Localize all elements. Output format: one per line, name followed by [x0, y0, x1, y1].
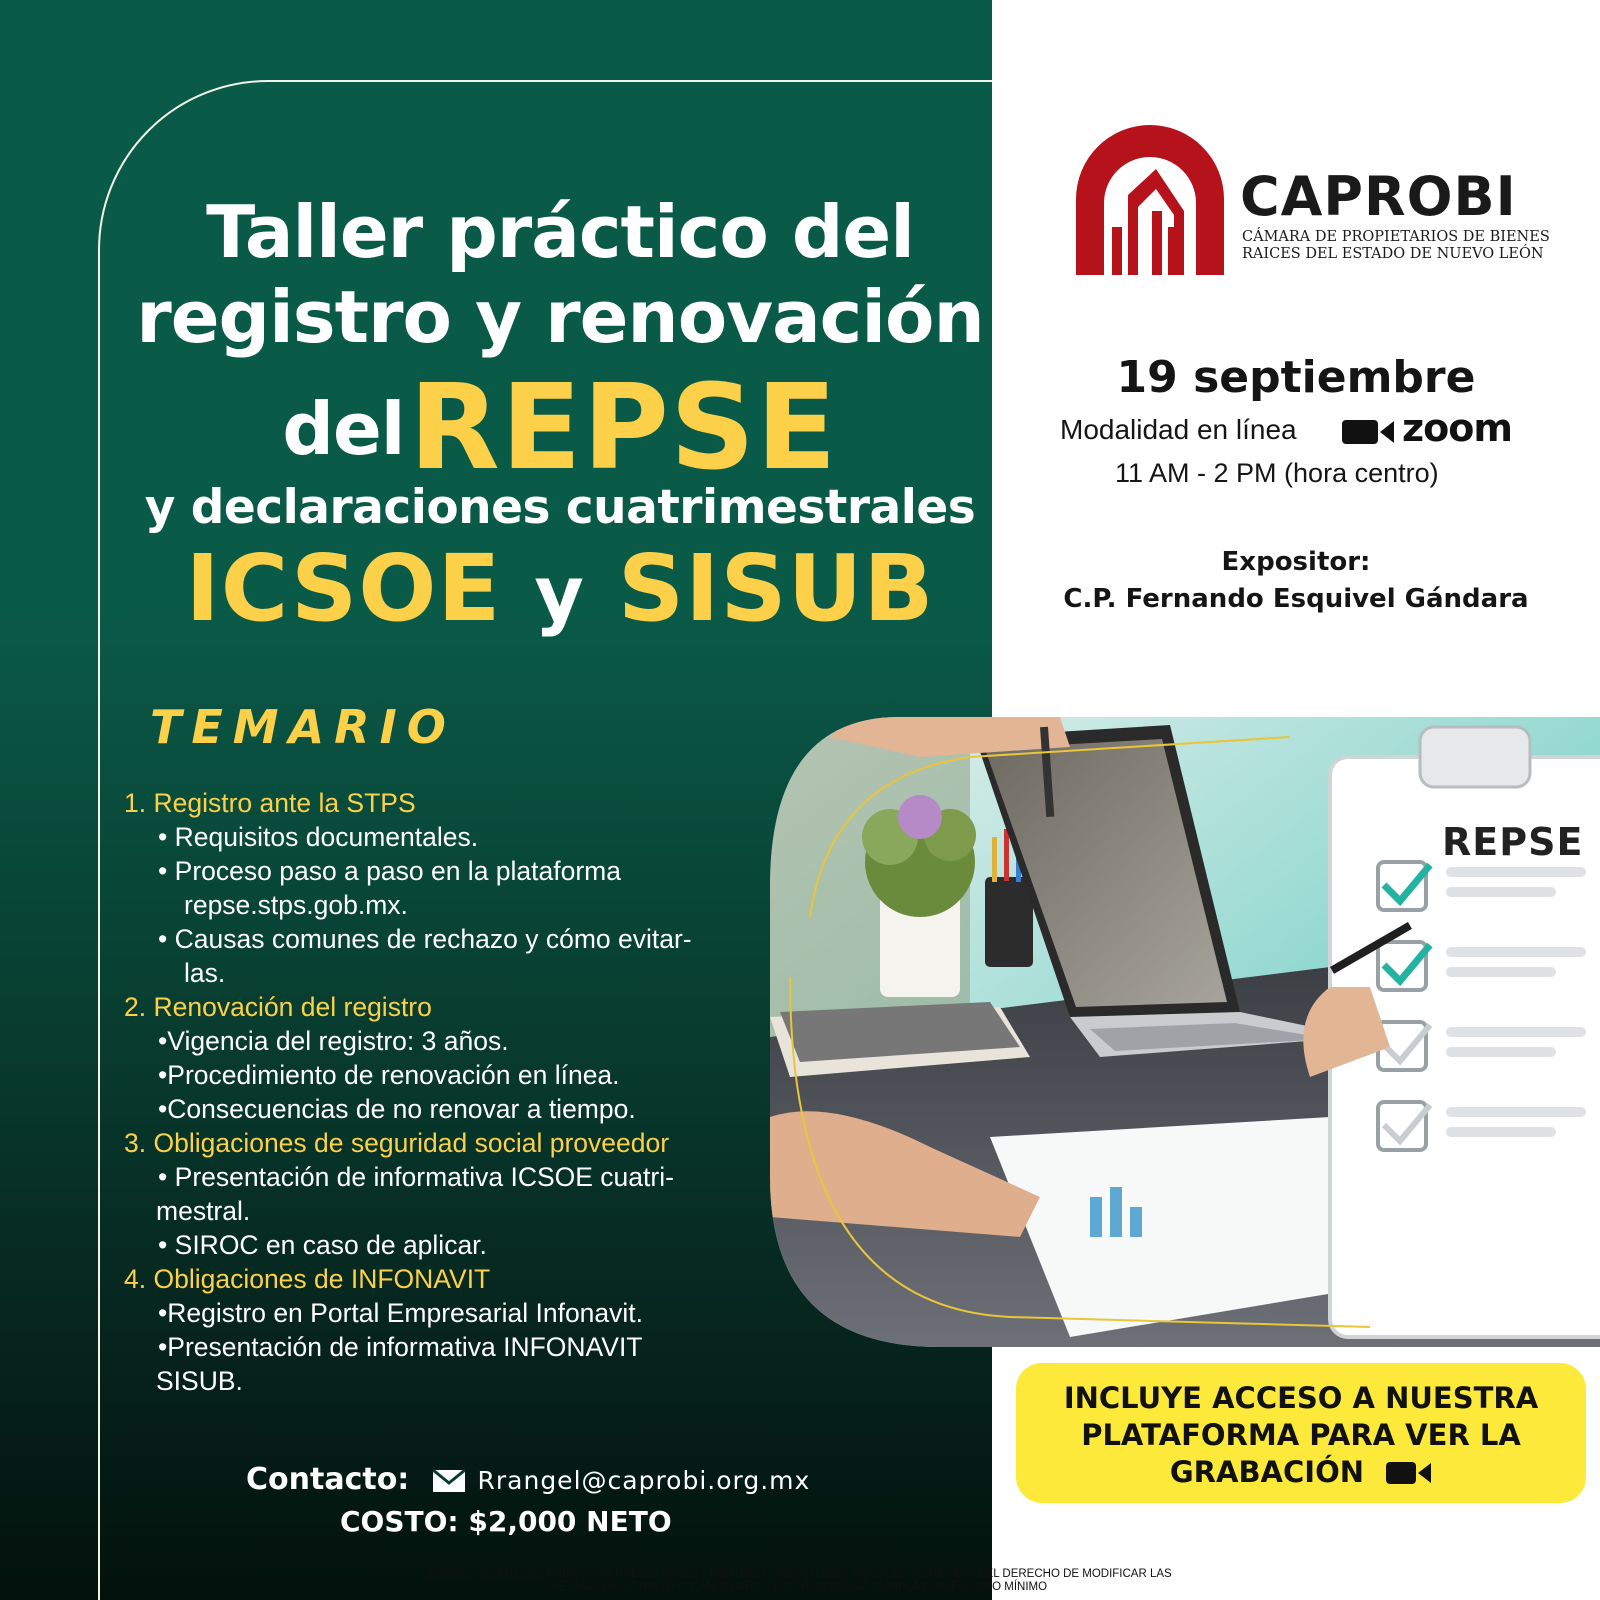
video-camera-icon — [1342, 418, 1396, 450]
contact-email-link[interactable]: Rrangel@caprobi.org.mx — [477, 1466, 811, 1495]
disclaimer-line-1: EVENTO SUJETO A CAMBIOS SIN PREVIO AVISO. PIMENTEL CONSULTORES FISCALES SE RESERVA EL DERECHO DE MODIFICAR LAS — [428, 1568, 1172, 1580]
temario-list — [124, 786, 764, 1398]
temario-item-cont: repse.stps.gob.mx. — [184, 890, 408, 920]
event-modality: Modalidad en línea — [1060, 414, 1297, 445]
temario-item-cont: SISUB. — [156, 1366, 243, 1396]
title-repse: REPSE — [409, 358, 838, 496]
title-line-1: Taller práctico del — [206, 190, 914, 274]
contact-line — [246, 1462, 810, 1497]
title-y: y — [534, 549, 585, 638]
title-icsoe: ICSOE — [185, 535, 502, 642]
temario-item-cont: las. — [184, 958, 226, 988]
temario-item: • SIROC en caso de aplicar. — [158, 1230, 487, 1260]
zoom-logo: zoom — [1402, 406, 1512, 450]
title-line-5 — [60, 535, 992, 642]
temario-heading: TEMARIO — [150, 700, 456, 754]
temario-section-2: 2. Renovación del registro — [124, 992, 432, 1022]
temario-section-3: 3. Obligaciones de seguridad social proveedor — [124, 1128, 670, 1158]
banner-line-3-text: GRABACIÓN — [1169, 1455, 1364, 1489]
temario-item-cont: mestral. — [156, 1196, 251, 1226]
title-line-4: y declaraciones cuatrimestrales — [144, 480, 976, 535]
expositor-name: C.P. Fernando Esquivel Gándara — [1063, 584, 1529, 614]
cost-label: COSTO: $2,000 NETO — [340, 1505, 672, 1538]
temario-item: • Presentación de informativa ICSOE cuatri- — [158, 1162, 674, 1192]
banner-line-3 — [1016, 1454, 1586, 1495]
title-sisub: SISUB — [617, 535, 935, 642]
temario-item: • Proceso paso a paso en la plataforma — [158, 856, 621, 886]
temario-section-4: 4. Obligaciones de INFONAVIT — [124, 1264, 491, 1294]
mail-icon — [432, 1469, 466, 1497]
event-schedule: 11 AM - 2 PM (hora centro) — [1115, 458, 1439, 488]
title-line-2: registro y renovación — [136, 275, 984, 359]
clipboard-repse-label: REPSE — [1442, 820, 1584, 864]
contact-label: Contacto: — [246, 1462, 410, 1497]
banner-line-1: INCLUYE ACCESO A NUESTRA — [1063, 1381, 1539, 1415]
temario-section-1: 1. Registro ante la STPS — [124, 788, 416, 818]
temario-item: •Vigencia del registro: 3 años. — [158, 1026, 509, 1056]
logo-subtitle-line-2: RAICES DEL ESTADO DE NUEVO LEÓN — [1242, 246, 1544, 262]
logo-name: CAPROBI — [1240, 165, 1517, 228]
temario-item: •Consecuencias de no renovar a tiempo. — [158, 1094, 636, 1124]
workspace-photo — [770, 717, 1600, 1347]
temario-item: • Requisitos documentales. — [158, 822, 479, 852]
recording-access-banner — [1016, 1363, 1586, 1503]
logo-subtitle-line-1: CÁMARA DE PROPIETARIOS DE BIENES — [1242, 229, 1550, 245]
temario-item: •Procedimiento de renovación en línea. — [158, 1060, 620, 1090]
title-del: del — [282, 387, 405, 471]
event-date: 19 septiembre — [1116, 352, 1476, 403]
expositor-label: Expositor: — [1221, 547, 1371, 577]
logo-subtitle — [1242, 229, 1550, 263]
video-camera-icon — [1386, 1458, 1432, 1495]
caprobi-logo — [1068, 115, 1232, 283]
title-line-3 — [60, 358, 992, 496]
disclaimer — [370, 1568, 1230, 1594]
temario-item: •Presentación de informativa INFONAVIT — [158, 1332, 643, 1362]
disclaimer-line-2: FECHAS DEL EVENTO O CANCELAR EL EVENTO QUE NO CUMPLA CON EL CUPO MÍNIMO — [552, 1581, 1048, 1593]
temario-item: • Causas comunes de rechazo y cómo evitar- — [158, 924, 692, 954]
banner-line-2: PLATAFORMA PARA VER LA — [1081, 1418, 1521, 1452]
temario-item: •Registro en Portal Empresarial Infonavit. — [158, 1298, 644, 1328]
